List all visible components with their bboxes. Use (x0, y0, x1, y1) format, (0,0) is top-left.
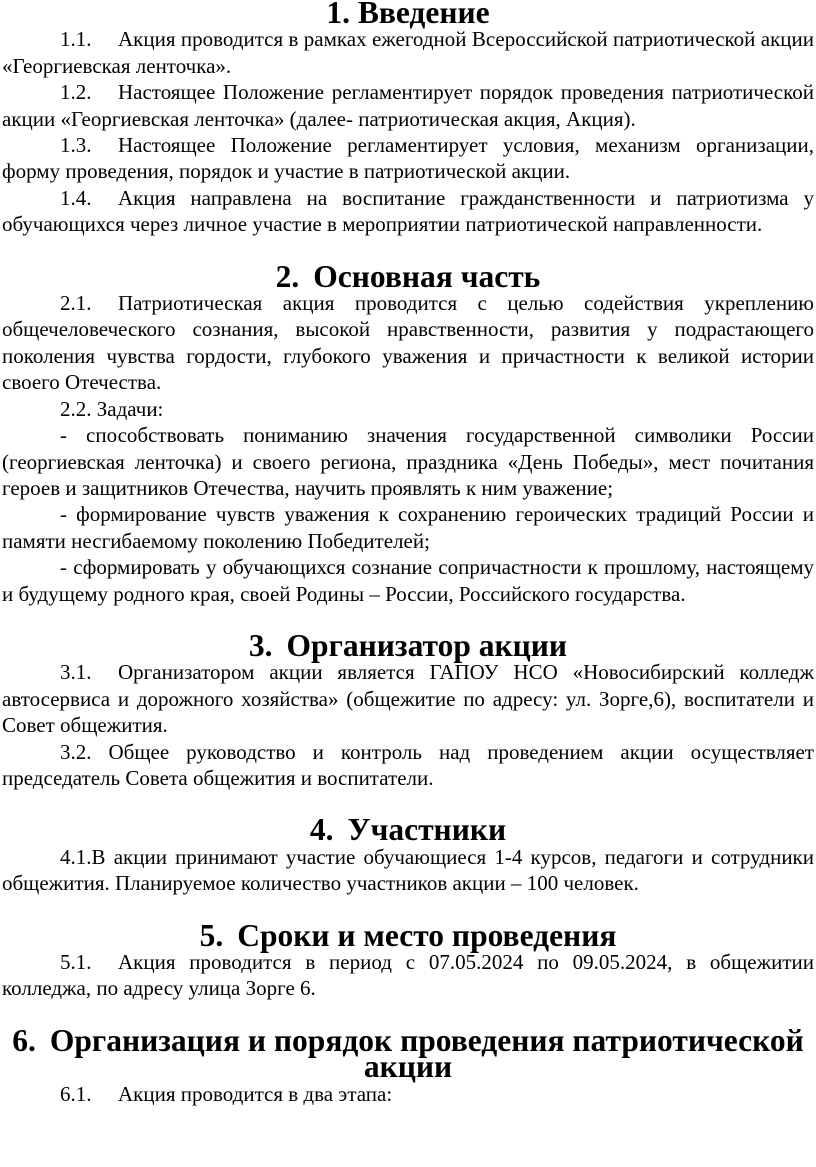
section-heading-dates-place: 5. Сроки и место проведения (199, 917, 617, 953)
task-item-1: - способствовать пониманию значения государственной символики России (георгиевская ленточка) и своего региона, праздника «День Победы», мест почитания героев и защитников Отечества, научить проявлять к ним уважение; (2, 423, 814, 500)
paragraph-2-2-tasks: 2.2. Задачи: (60, 396, 164, 421)
task-item-3: - сформировать у обучающихся сознание сопричастности к прошлому, настоящему и будущему родного края, своей Родины – России, Российского государства. (2, 555, 814, 606)
paragraph-6-1: 6.1. Акция проводится в два этапа: (60, 1081, 393, 1106)
paragraph-5-1: 5.1. Акция проводится в период с 07.05.2024 по 09.05.2024, в общежитии колледжа, по адресу улица Зорге 6. (2, 950, 814, 1001)
section-heading-introduction: 1. Введение (326, 0, 490, 30)
paragraph-1-3: 1.3. Настоящее Положение регламентирует условия, механизм организации, форму проведения, порядок и участие в патриотической акции. (2, 133, 814, 184)
paragraph-3-1: 3.1. Организатором акции является ГАПОУ НСО «Новосибирский колледж автосервиса и дорожного хозяйства» (общежитие по адресу: ул. Зорге,6), воспитатели и Совет общежития. (2, 660, 814, 738)
paragraph-1-4: 1.4. Акция направлена на воспитание гражданственности и патриотизма у обучающихся через личное участие в мероприятии патриотической направленности. (2, 185, 814, 237)
section-heading-organizer: 3. Организатор акции (248, 627, 568, 663)
paragraph-3-2: 3.2. Общее руководство и контроль над проведением акции осуществляет председатель Совета общежития и воспитатели. (2, 739, 814, 790)
section-heading-organization-procedure: 6. Организация и порядок проведения патриотической акции (12, 1022, 804, 1085)
paragraph-1-1: 1.1. Акция проводится в рамках ежегодной Всероссийской патриотической акции «Георгиевская ленточка». (2, 27, 814, 78)
section-heading-main-part: 2. Основная часть (275, 258, 541, 294)
section-heading-participants: 4. Участники (309, 812, 507, 848)
paragraph-2-1: 2.1. Патриотическая акция проводится с целью содействия укреплению общечеловеческого сознания, высокой нравственности, развития у подрастающего поколения чувства гордости, глубокого уважения и причастности к великой истории своего Отечества. (2, 291, 814, 395)
task-item-2: - формирование чувств уважения к сохранению героических традиций России и памяти несгибаемому поколению Победителей; (2, 502, 814, 553)
paragraph-4-1: 4.1.В акции принимают участие обучающиеся 1-4 курсов, педагоги и сотрудники общежития. Планируемое количество участников акции – 100 человек. (2, 844, 814, 896)
paragraph-1-2: 1.2. Настоящее Положение регламентирует порядок проведения патриотической акции «Георгиевская ленточка» (далее- патриотическая акция, Акция). (2, 80, 814, 131)
